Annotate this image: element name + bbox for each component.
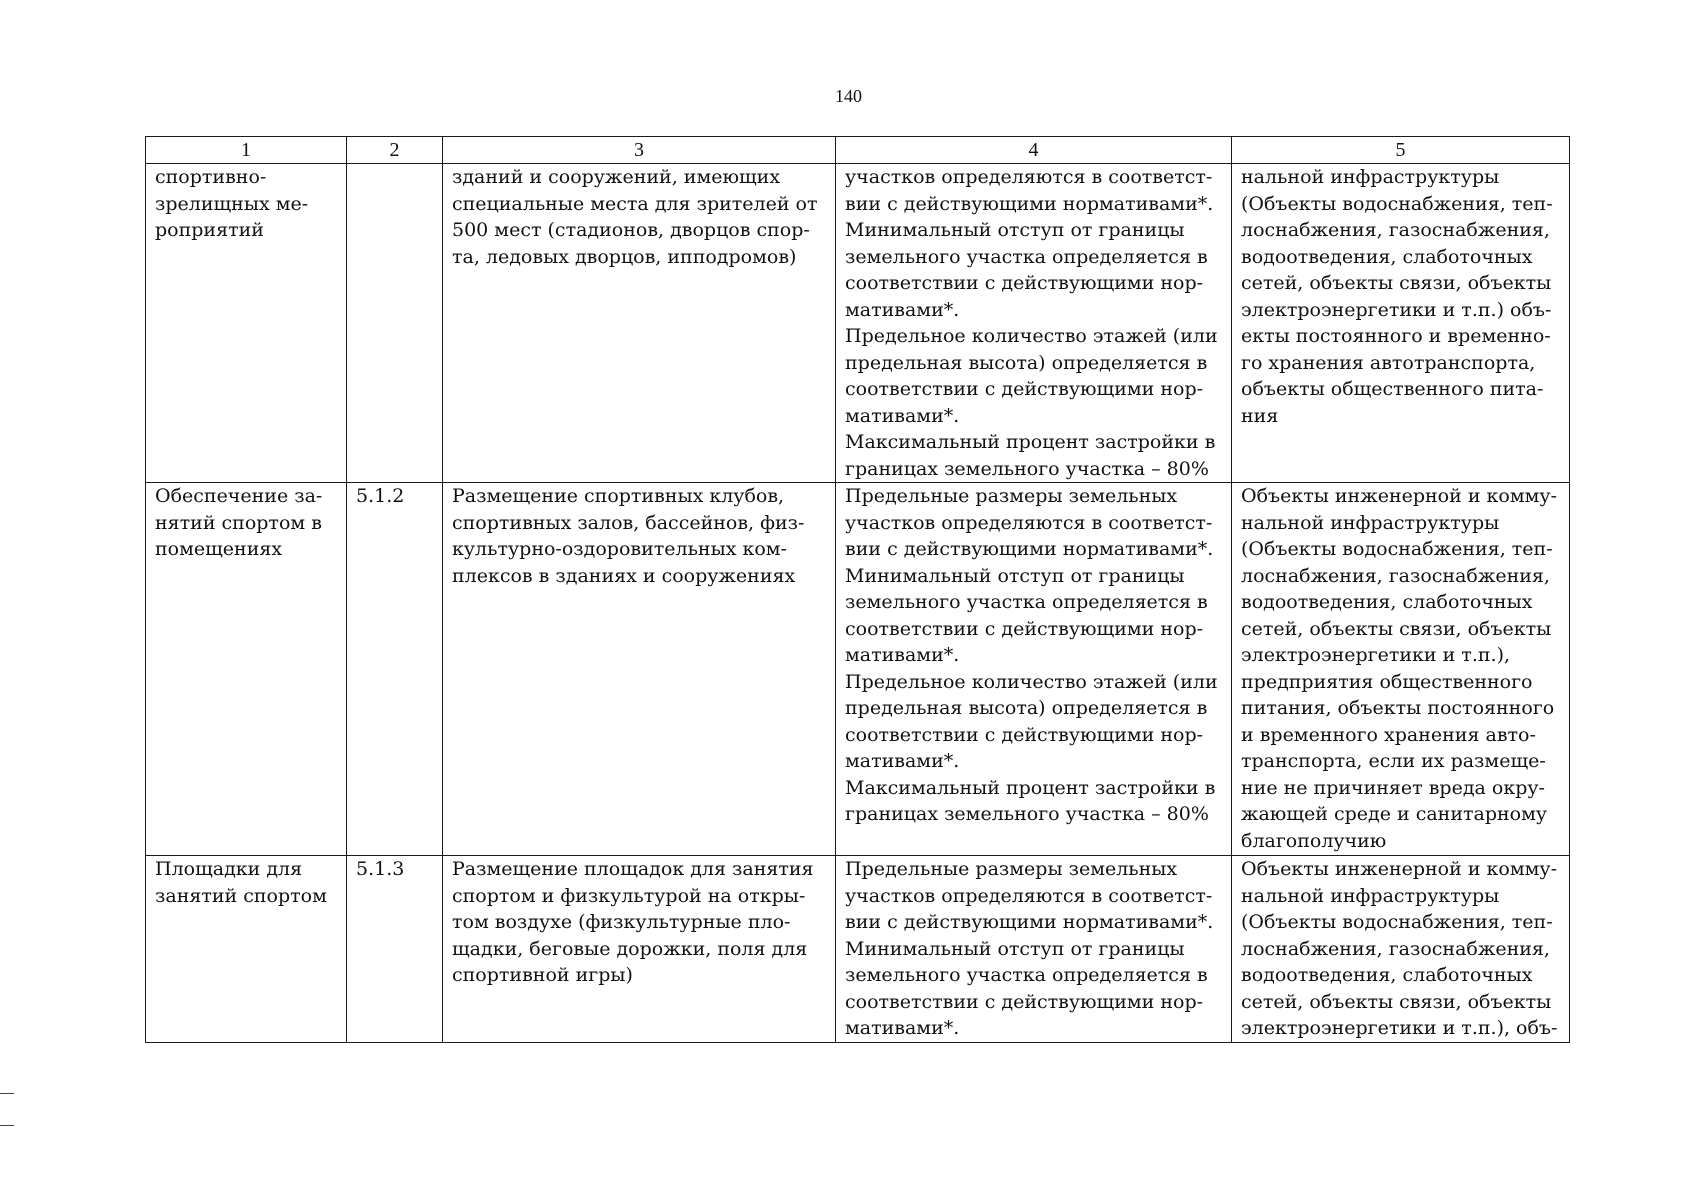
table-row [146, 164, 1570, 483]
accessory-uses-cell: Объекты инженерной и комму- нальной инфраструктуры (Объекты водоснабжения, теп- лоснабжения, газоснабжения, водоотведения, слаботочных сетей, объекты связи, объекты электроэнергетики и т.п.), объ- [1232, 856, 1570, 1043]
parameters-cell: Предельные размеры земельных участков определяются в соответст- вии с действующими нормативами*. Минимальный отступ от границы земельного участка определяется в соответствии с действующими нор- мативами*. Предельное количество этажей (или предельная высота) определяется в соответствии с действующими нор- мативами*. Максимальный процент застройки в границах земельного участка – 80% [836, 483, 1232, 856]
description-cell: зданий и сооружений, имеющих специальные места для зрителей от 500 мест (стадионов, дворцов спор- та, ледовых дворцов, ипподромов) [443, 164, 836, 483]
zoning-table [145, 136, 1570, 1043]
page-number: 140 [835, 86, 862, 106]
code-cell: 5.1.2 [347, 483, 443, 856]
code-cell: 5.1.3 [347, 856, 443, 1043]
code-cell [347, 164, 443, 483]
header-col-5: 5 [1232, 137, 1570, 164]
description-cell: Размещение площадок для занятия спортом и физкультурой на откры- том воздухе (физкультурные пло- щадки, беговые дорожки, поля для спортивной игры) [443, 856, 836, 1043]
header-col-4: 4 [836, 137, 1232, 164]
use-name-cell: Площадки для занятий спортом [146, 856, 347, 1043]
accessory-uses-cell: нальной инфраструктуры (Объекты водоснабжения, теп- лоснабжения, газоснабжения, водоотведения, слаботочных сетей, объекты связи, объекты электроэнергетики и т.п.) объ- екты постоянного и временно- го хранения автотранспорта, объекты общественного пита- ния [1232, 164, 1570, 483]
header-col-2: 2 [347, 137, 443, 164]
margin-mark [0, 1125, 14, 1126]
header-row [146, 137, 1570, 164]
header-col-3: 3 [443, 137, 836, 164]
table-row [146, 856, 1570, 1043]
description-cell: Размещение спортивных клубов, спортивных залов, бассейнов, физ- культурно-оздоровительных ком- плексов в зданиях и сооружениях [443, 483, 836, 856]
use-name-cell: спортивно- зрелищных ме- роприятий [146, 164, 347, 483]
parameters-cell: Предельные размеры земельных участков определяются в соответст- вии с действующими нормативами*. Минимальный отступ от границы земельного участка определяется в соответствии с действующими нор- мативами*. [836, 856, 1232, 1043]
margin-mark [0, 1093, 14, 1094]
header-col-1: 1 [146, 137, 347, 164]
table-row [146, 483, 1570, 856]
use-name-cell: Обеспечение за- нятий спортом в помещениях [146, 483, 347, 856]
parameters-cell: участков определяются в соответст- вии с действующими нормативами*. Минимальный отступ от границы земельного участка определяется в соответствии с действующими нор- мативами*. Предельное количество этажей (или предельная высота) определяется в соответствии с действующими нор- мативами*. Максимальный процент застройки в границах земельного участка – 80% [836, 164, 1232, 483]
accessory-uses-cell: Объекты инженерной и комму- нальной инфраструктуры (Объекты водоснабжения, теп- лоснабжения, газоснабжения, водоотведения, слаботочных сетей, объекты связи, объекты электроэнергетики и т.п.), предприятия общественного питания, объекты постоянного и временного хранения авто- транспорта, если их размеще- ние не причиняет вреда окру- жающей среде и санитарному благополучию [1232, 483, 1570, 856]
